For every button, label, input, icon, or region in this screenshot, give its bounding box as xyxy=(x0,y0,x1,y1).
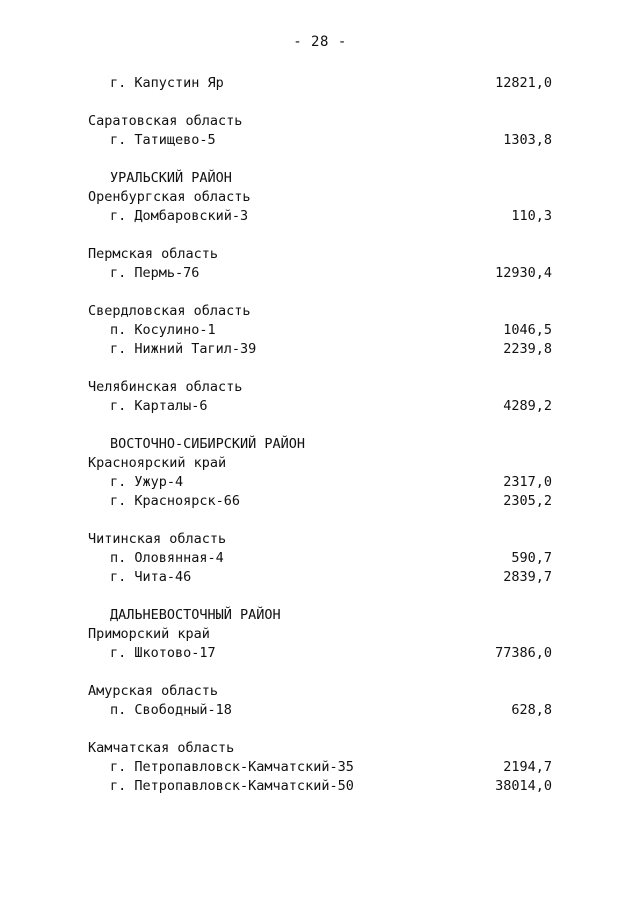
location-value: 1046,5 xyxy=(503,322,552,338)
location-name: г. Чита-46 xyxy=(110,569,192,585)
region-name: Челябинская область xyxy=(88,379,243,395)
region-heading xyxy=(88,530,552,549)
region-heading xyxy=(88,739,552,758)
location-name: г. Нижний Тагил-39 xyxy=(110,341,257,357)
region-name: Амурская область xyxy=(88,683,219,699)
spacer xyxy=(88,226,552,245)
region-name: Красноярский край xyxy=(88,455,227,471)
location-row xyxy=(88,568,552,587)
region-heading xyxy=(88,112,552,131)
location-row xyxy=(88,321,552,340)
district-name: ДАЛЬНЕВОСТОЧНЫЙ РАЙОН xyxy=(110,607,281,623)
location-name: п. Свободный-18 xyxy=(110,702,232,718)
location-value: 2239,8 xyxy=(503,341,552,357)
location-row xyxy=(88,131,552,150)
location-name: г. Пермь-76 xyxy=(110,265,200,281)
location-value: 110,3 xyxy=(511,208,552,224)
region-heading xyxy=(88,378,552,397)
location-row xyxy=(88,758,552,777)
location-name: г. Капустин Яр xyxy=(110,75,224,91)
spacer xyxy=(88,93,552,112)
page-number: - 28 - xyxy=(293,34,347,50)
region-heading xyxy=(88,625,552,644)
location-name: г. Красноярск-66 xyxy=(110,493,241,509)
location-row xyxy=(88,207,552,226)
location-row xyxy=(88,397,552,416)
location-value: 590,7 xyxy=(511,550,552,566)
region-heading xyxy=(88,682,552,701)
location-name: п. Оловянная-4 xyxy=(110,550,224,566)
location-row xyxy=(88,264,552,283)
location-row xyxy=(88,492,552,511)
region-name: Оренбургская область xyxy=(88,189,251,205)
location-name: г. Петропавловск-Камчатский-35 xyxy=(110,759,354,775)
location-name: г. Домбаровский-3 xyxy=(110,208,249,224)
location-value: 2839,7 xyxy=(503,569,552,585)
location-value: 12930,4 xyxy=(495,265,552,281)
location-row xyxy=(88,701,552,720)
location-row xyxy=(88,340,552,359)
location-value: 2194,7 xyxy=(503,759,552,775)
region-name: Свердловская область xyxy=(88,303,251,319)
location-row xyxy=(88,74,552,93)
location-value: 38014,0 xyxy=(495,778,552,794)
location-name: г. Татищево-5 xyxy=(110,132,216,148)
location-value: 628,8 xyxy=(511,702,552,718)
location-name: г. Петропавловск-Камчатский-50 xyxy=(110,778,354,794)
location-value: 77386,0 xyxy=(495,645,552,661)
region-heading xyxy=(88,188,552,207)
location-row xyxy=(88,549,552,568)
location-row xyxy=(88,644,552,663)
location-name: п. Косулино-1 xyxy=(110,322,216,338)
region-name: Саратовская область xyxy=(88,113,243,129)
location-name: г. Шкотово-17 xyxy=(110,645,216,661)
spacer xyxy=(88,150,552,169)
region-name: Пермская область xyxy=(88,246,219,262)
district-heading xyxy=(88,435,552,454)
region-name: Приморский край xyxy=(88,626,210,642)
region-heading xyxy=(88,245,552,264)
region-name: Камчатская область xyxy=(88,740,235,756)
location-name: г. Карталы-6 xyxy=(110,398,208,414)
location-value: 12821,0 xyxy=(495,75,552,91)
spacer xyxy=(88,416,552,435)
spacer xyxy=(88,720,552,739)
district-name: УРАЛЬСКИЙ РАЙОН xyxy=(110,170,232,186)
location-row xyxy=(88,473,552,492)
spacer xyxy=(88,511,552,530)
region-heading xyxy=(88,302,552,321)
document-table xyxy=(88,74,552,796)
region-heading xyxy=(88,454,552,473)
district-heading xyxy=(88,606,552,625)
district-name: ВОСТОЧНО-СИБИРСКИЙ РАЙОН xyxy=(110,436,306,452)
location-value: 2305,2 xyxy=(503,493,552,509)
spacer xyxy=(88,587,552,606)
spacer xyxy=(88,359,552,378)
location-row xyxy=(88,777,552,796)
location-value: 1303,8 xyxy=(503,132,552,148)
region-name: Читинская область xyxy=(88,531,227,547)
district-heading xyxy=(88,169,552,188)
spacer xyxy=(88,663,552,682)
location-value: 2317,0 xyxy=(503,474,552,490)
spacer xyxy=(88,283,552,302)
location-value: 4289,2 xyxy=(503,398,552,414)
location-name: г. Ужур-4 xyxy=(110,474,184,490)
